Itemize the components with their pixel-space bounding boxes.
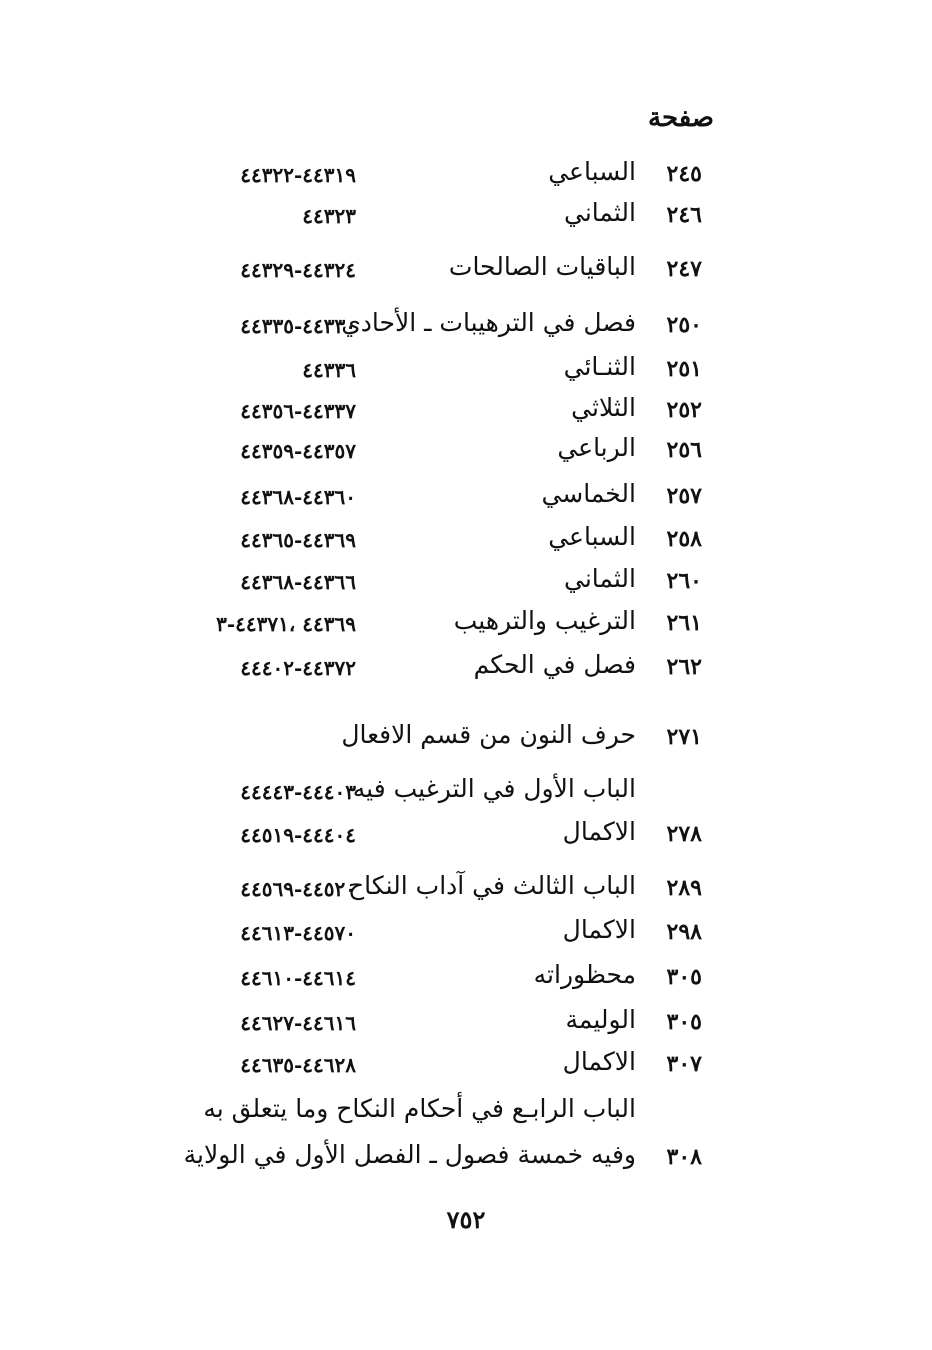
page-number: ٢٥٨ <box>666 526 702 552</box>
index-row <box>0 393 932 433</box>
hadith-range: ٤٤٦٢٨-٤٤٦٣٥ <box>240 1053 356 1077</box>
hadith-range: ٤٤٣٣٧-٤٤٣٥٦ <box>240 399 356 423</box>
page-number: ٢٤٧ <box>666 256 702 282</box>
index-row <box>0 308 932 348</box>
page-number: ٢٨٩ <box>666 875 702 901</box>
index-row <box>0 774 932 814</box>
entry-title: الثنـائي <box>563 352 636 381</box>
page-number: ٢٥٦ <box>666 437 702 463</box>
index-row <box>0 1005 932 1045</box>
index-row <box>0 433 932 473</box>
hadith-range: ٤٤٥٧٠-٤٤٦١٣ <box>240 921 356 945</box>
index-row <box>0 479 932 519</box>
entry-title: محظوراته <box>533 960 636 989</box>
entry-title: الرباعي <box>557 433 636 462</box>
index-row <box>0 915 932 955</box>
entry-title: الاكمال <box>562 1047 636 1076</box>
page-number: ٢٧٨ <box>666 821 702 847</box>
entry-title: السباعي <box>548 522 636 551</box>
hadith-range: ٤٤٣٥٧-٤٤٣٥٩ <box>240 439 356 463</box>
entry-title: الخماسي <box>541 479 636 508</box>
page-number: ٢٦١ <box>666 610 702 636</box>
entry-title: الباب الأول في الترغيب فيه <box>352 774 636 803</box>
entry-title: الوليمة <box>565 1005 636 1034</box>
index-row <box>0 606 932 646</box>
page-number: ٢٥١ <box>666 356 702 382</box>
page-number: ٣٠٨ <box>666 1144 702 1170</box>
entry-title: الترغيب والترهيب <box>453 606 636 635</box>
entry-title: وفيه خمسة فصول ـ الفصل الأول في الولاية <box>183 1140 636 1169</box>
hadith-range: ٤٤٤٠٣-٤٤٤٤٣ <box>240 780 356 804</box>
index-row <box>0 157 932 197</box>
hadith-range: ٤٤٣٦٩ ،٤٤٣٧١-٣ <box>216 612 356 636</box>
page-number: ٣٠٧ <box>666 1051 702 1077</box>
index-row <box>0 252 932 292</box>
entry-title: الباقيات الصالحات <box>448 252 636 281</box>
hadith-range: ٤٤٦١٦-٤٤٦٢٧ <box>240 1011 356 1035</box>
hadith-range: ٤٤٣٣٦ <box>302 358 356 382</box>
entry-title: الاكمال <box>562 915 636 944</box>
hadith-range: ٤٤٣٦٠-٤٤٣٦٨ <box>240 485 356 509</box>
entry-title: الباب الرابـع في أحكام النكاح وما يتعلق به <box>203 1094 636 1123</box>
index-row <box>0 817 932 857</box>
index-row <box>0 960 932 1000</box>
hadith-range: ٤٤٥٢٠-٤٤٥٦٩ <box>240 877 356 901</box>
entry-title: الثماني <box>564 564 636 593</box>
page-number: ٢٦٠ <box>666 568 702 594</box>
index-row <box>0 522 932 562</box>
hadith-range: ٤٤٦١٤-٤٤٦١٠ <box>240 966 356 990</box>
page-number: ٣٠٥ <box>666 964 702 990</box>
hadith-range: ٤٤٣١٩-٤٤٣٢٢ <box>240 163 356 187</box>
hadith-range: ٤٤٣٣٠-٤٤٣٣٥ <box>240 314 356 338</box>
index-row <box>0 1047 932 1087</box>
index-row <box>0 352 932 392</box>
hadith-range: ٤٤٣٦٦-٤٤٣٦٨ <box>240 570 356 594</box>
index-row <box>0 871 932 911</box>
page-number: ٢٤٦ <box>666 202 702 228</box>
hadith-range: ٤٤٣٦٩-٤٤٣٦٥ <box>240 528 356 552</box>
index-row <box>0 198 932 238</box>
page-column-header: صفحة <box>648 103 714 133</box>
page-number: ٢٦٢ <box>666 654 702 680</box>
entry-title: الثلاثي <box>571 393 636 422</box>
page-number: ٢٥٧ <box>666 483 702 509</box>
page-footer-number: ٧٥٢ <box>446 1205 486 1234</box>
index-row <box>0 650 932 690</box>
entry-title: الاكمال <box>562 817 636 846</box>
entry-title: فصل في الترهيبات ـ الأحادي <box>341 308 636 337</box>
page-number: ٢٧١ <box>666 724 702 750</box>
entry-title: الباب الثالث في آداب النكاح <box>348 871 636 900</box>
page-number: ٢٤٥ <box>666 161 702 187</box>
hadith-range: ٤٤٣٧٢-٤٤٤٠٢ <box>240 656 356 680</box>
entry-title: حرف النون من قسم الافعال <box>341 720 636 749</box>
entry-title: فصل في الحكم <box>473 650 636 679</box>
page-number: ٢٩٨ <box>666 919 702 945</box>
hadith-range: ٤٤٣٢٤-٤٤٣٢٩ <box>240 258 356 282</box>
hadith-range: ٤٤٣٢٣ <box>302 204 356 228</box>
entry-title: السباعي <box>548 157 636 186</box>
page-number: ٢٥٢ <box>666 397 702 423</box>
page-number: ٢٥٠ <box>666 312 702 338</box>
index-row <box>0 1094 932 1134</box>
index-row <box>0 1140 932 1180</box>
entry-title: الثماني <box>564 198 636 227</box>
page-number: ٣٠٥ <box>666 1009 702 1035</box>
index-row <box>0 564 932 604</box>
hadith-range: ٤٤٤٠٤-٤٤٥١٩ <box>240 823 356 847</box>
index-row <box>0 720 932 760</box>
